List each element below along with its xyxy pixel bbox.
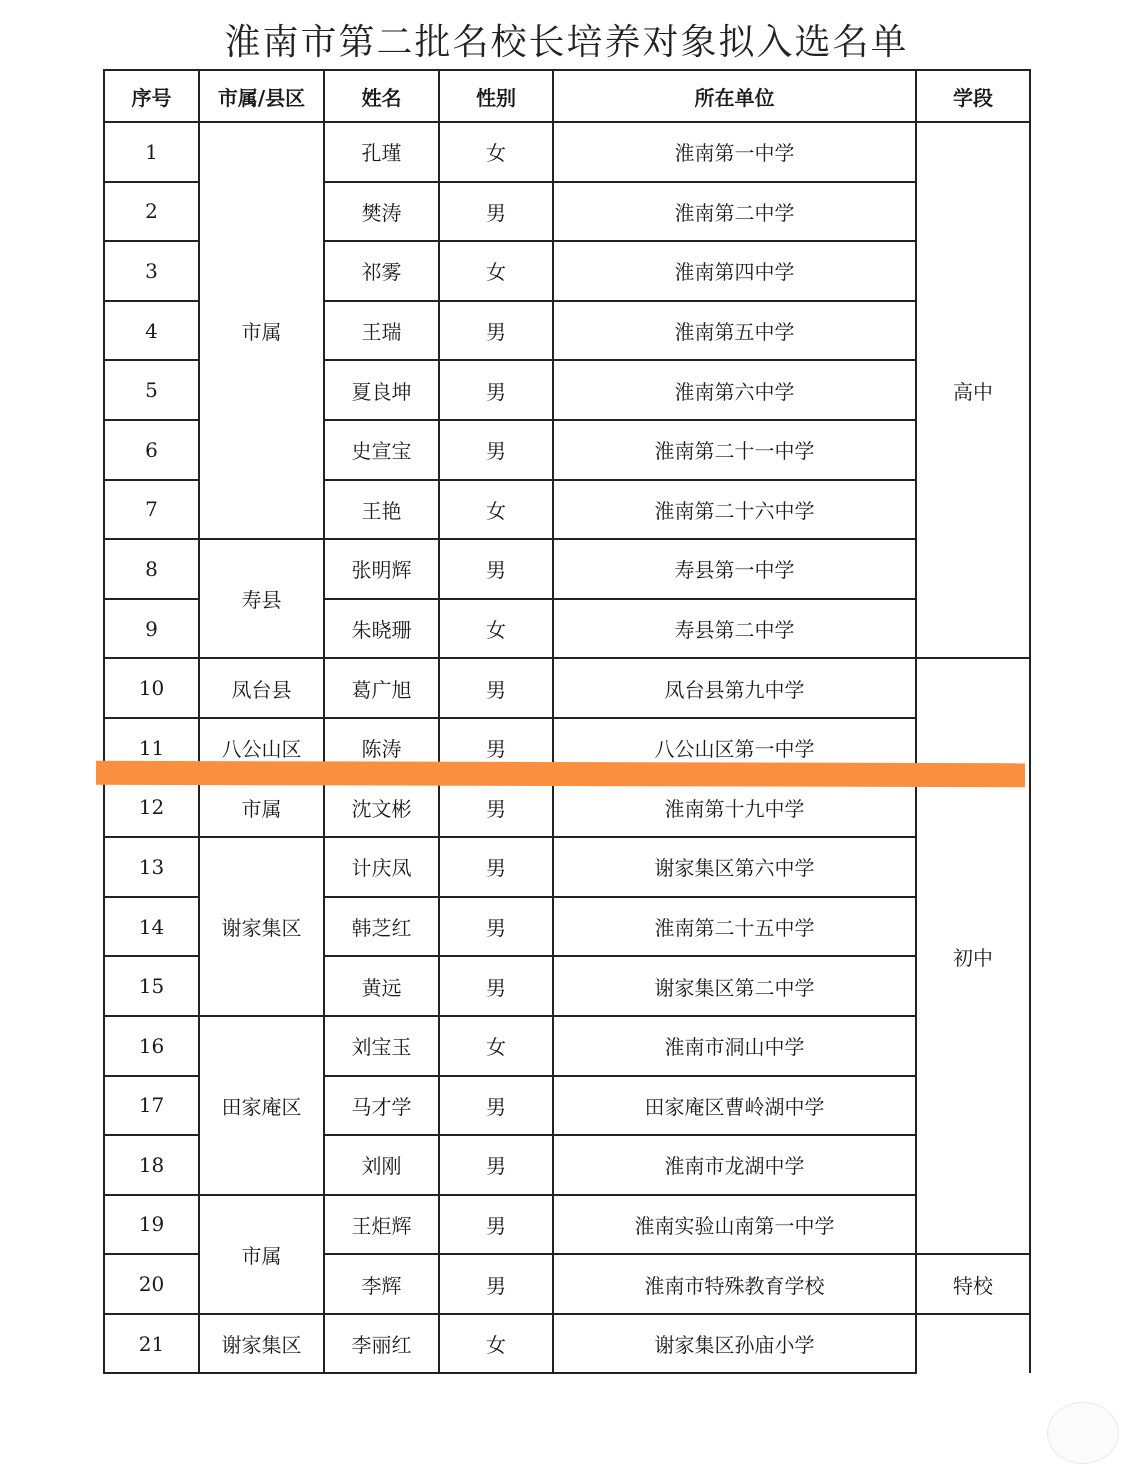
cell-name: 黄远 [324, 956, 439, 1016]
cell-no: 15 [104, 956, 199, 1016]
cell-name: 韩芝红 [324, 897, 439, 957]
table-row [104, 837, 1030, 897]
cell-no: 21 [104, 1314, 199, 1374]
cell-name: 沈文彬 [324, 778, 439, 838]
cell-name: 葛广旭 [324, 658, 439, 718]
cell-gender: 女 [439, 122, 553, 182]
cell-stage: 初中 [916, 658, 1030, 1254]
cell-gender: 男 [439, 360, 553, 420]
cell-no: 2 [104, 182, 199, 242]
cell-name: 朱晓珊 [324, 599, 439, 659]
cell-unit: 淮南市洞山中学 [553, 1016, 916, 1076]
cell-no: 3 [104, 241, 199, 301]
corner-watermark-icon [1047, 1402, 1119, 1464]
cell-stage-empty [916, 1314, 1030, 1374]
cell-name: 孔瑾 [324, 122, 439, 182]
table-row [104, 1314, 1030, 1374]
cell-gender: 男 [439, 837, 553, 897]
cell-district: 八公山区 [199, 718, 324, 778]
cell-name: 刘刚 [324, 1135, 439, 1195]
table-row [104, 539, 1030, 599]
cell-no: 14 [104, 897, 199, 957]
cell-unit: 淮南第二中学 [553, 182, 916, 242]
cell-gender: 男 [439, 1076, 553, 1136]
cell-unit: 淮南第五中学 [553, 301, 916, 361]
cell-name: 刘宝玉 [324, 1016, 439, 1076]
cell-unit: 寿县第一中学 [553, 539, 916, 599]
header-gender: 性别 [439, 70, 553, 122]
cell-name: 陈涛 [324, 718, 439, 778]
cell-no: 16 [104, 1016, 199, 1076]
candidate-table [103, 69, 1031, 1374]
header-district: 市属/县区 [199, 70, 324, 122]
cell-unit: 淮南第十九中学 [553, 778, 916, 838]
cell-gender: 男 [439, 956, 553, 1016]
header-no: 序号 [104, 70, 199, 122]
cell-name: 计庆凤 [324, 837, 439, 897]
cell-unit: 淮南第二十六中学 [553, 480, 916, 540]
cell-unit: 淮南第四中学 [553, 241, 916, 301]
cell-unit: 谢家集区孙庙小学 [553, 1314, 916, 1374]
table-row [104, 1016, 1030, 1076]
cell-stage: 高中 [916, 122, 1030, 658]
cell-name: 张明辉 [324, 539, 439, 599]
cell-gender: 女 [439, 1016, 553, 1076]
cell-district: 市属 [199, 1195, 324, 1314]
cell-stage: 特校 [916, 1254, 1030, 1314]
cell-district: 谢家集区 [199, 837, 324, 1016]
cell-gender: 女 [439, 599, 553, 659]
cell-name: 王炬辉 [324, 1195, 439, 1255]
cell-district: 市属 [199, 122, 324, 539]
cell-unit: 淮南实验山南第一中学 [553, 1195, 916, 1255]
cell-gender: 男 [439, 301, 553, 361]
cell-unit: 淮南第二十五中学 [553, 897, 916, 957]
cell-district: 田家庵区 [199, 1016, 324, 1195]
cell-gender: 男 [439, 182, 553, 242]
cell-no: 18 [104, 1135, 199, 1195]
cell-name: 史宣宝 [324, 420, 439, 480]
cell-name: 王艳 [324, 480, 439, 540]
header-name: 姓名 [324, 70, 439, 122]
cell-unit: 淮南第六中学 [553, 360, 916, 420]
cell-no: 6 [104, 420, 199, 480]
cell-no: 20 [104, 1254, 199, 1314]
cell-name: 樊涛 [324, 182, 439, 242]
cell-name: 马才学 [324, 1076, 439, 1136]
cell-no: 11 [104, 718, 199, 778]
cell-no: 1 [104, 122, 199, 182]
cell-district: 谢家集区 [199, 1314, 324, 1374]
cell-unit: 凤台县第九中学 [553, 658, 916, 718]
cell-gender: 男 [439, 1254, 553, 1314]
page-title: 淮南市第二批名校长培养对象拟入选名单 [224, 22, 909, 63]
cell-gender: 女 [439, 241, 553, 301]
cell-name: 李丽红 [324, 1314, 439, 1374]
cell-no: 4 [104, 301, 199, 361]
cell-unit: 八公山区第一中学 [553, 718, 916, 778]
cell-unit: 淮南第一中学 [553, 122, 916, 182]
cell-gender: 男 [439, 897, 553, 957]
cell-name: 祁雾 [324, 241, 439, 301]
header-stage: 学段 [916, 70, 1030, 122]
cell-no: 13 [104, 837, 199, 897]
cell-district: 市属 [199, 778, 324, 838]
cell-name: 王瑞 [324, 301, 439, 361]
cell-unit: 谢家集区第二中学 [553, 956, 916, 1016]
cell-no: 10 [104, 658, 199, 718]
cell-no: 19 [104, 1195, 199, 1255]
orange-highlight-stroke [96, 761, 1025, 787]
cell-unit: 淮南第二十一中学 [553, 420, 916, 480]
cell-no: 5 [104, 360, 199, 420]
cell-gender: 男 [439, 420, 553, 480]
cell-no: 12 [104, 778, 199, 838]
cell-district: 凤台县 [199, 658, 324, 718]
cell-unit: 寿县第二中学 [553, 599, 916, 659]
cell-gender: 女 [439, 480, 553, 540]
cell-unit: 淮南市龙湖中学 [553, 1135, 916, 1195]
cell-no: 8 [104, 539, 199, 599]
cell-unit: 田家庵区曹岭湖中学 [553, 1076, 916, 1136]
cell-unit: 谢家集区第六中学 [553, 837, 916, 897]
cell-gender: 女 [439, 1314, 553, 1374]
cell-unit: 淮南市特殊教育学校 [553, 1254, 916, 1314]
cell-gender: 男 [439, 778, 553, 838]
cell-gender: 男 [439, 1135, 553, 1195]
cell-gender: 男 [439, 718, 553, 778]
cell-name: 夏良坤 [324, 360, 439, 420]
cell-no: 7 [104, 480, 199, 540]
cell-gender: 男 [439, 658, 553, 718]
header-unit: 所在单位 [553, 70, 916, 122]
cell-no: 9 [104, 599, 199, 659]
cell-district: 寿县 [199, 539, 324, 658]
table-header-row [104, 70, 1030, 122]
cell-no: 17 [104, 1076, 199, 1136]
table-row [104, 658, 1030, 718]
cell-gender: 男 [439, 1195, 553, 1255]
table-row [104, 1195, 1030, 1255]
cell-gender: 男 [439, 539, 553, 599]
table-row [104, 122, 1030, 182]
cell-name: 李辉 [324, 1254, 439, 1314]
